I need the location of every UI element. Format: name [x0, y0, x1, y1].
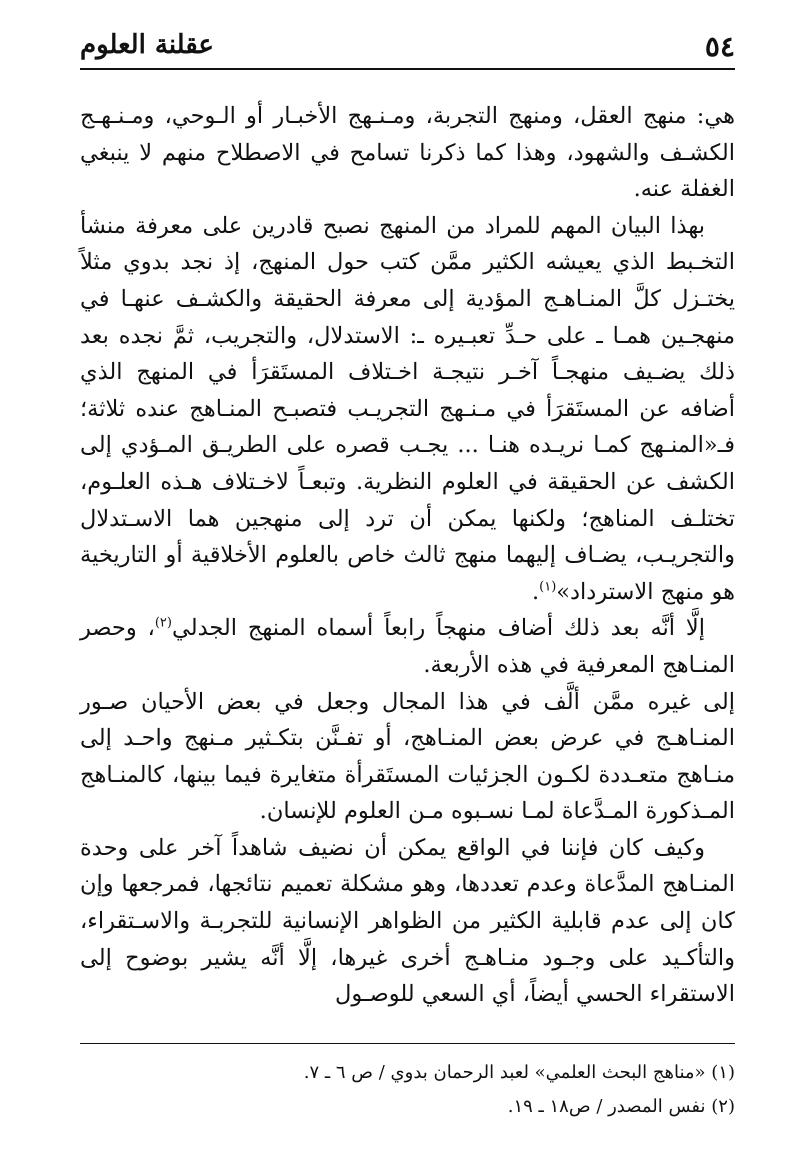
paragraph: وكيف كان فإننا في الواقع يمكن أن نضيف شاهداً آخر على وحدة المنـاهج المدَّعاة وعدم تعددها، وهو مشكلة تعميم نتائجها، فمرجعها وإن كان إلى عدم قابلية الكثير من الظواهر الإنسانية للتجربـة والاسـتقراء، والتأكـيد على وجـود منـاهـج أخرى غيرها، إلَّا أنَّه يشير بوضوح إلى الاستقراء الحسي أيضاً، أي السعي للوصـول	[80, 834, 735, 1008]
body-text	[80, 98, 735, 1013]
footnote: (٢) نفس المصدر / ص١٨ ـ ١٩.	[507, 1096, 735, 1117]
paragraph: بهذا البيان المهم للمراد من المنهج نصبح قادرين على معرفة منشأ التخـبط الذي يعيشه الكثير ممَّن كتب حول المنهج، إذ نجد بدوي مثلاً يختـزل كلَّ المنـاهـج المؤدية إلى معرفة الحقيقة والكشـف عنهـا في منهجـين همـا ـ على حـدِّ تعبـيره ـ: الاستدلال، والتجريب، ثمَّ نجده بعد ذلك يضـيف منهجـاً آخـر نتيجـة اخـتلاف المستَقرَأ في المنهج الذي أضافه عن المستَقرَأ في مـنـهج التجريـب فتصبـح المنـاهج عنده ثلاثة؛ فـ«المنـهج كمـا نريـده هنـا ... يجـب قصره على الطريـق المـؤدي إلى الكشف عن الحقيقة في العلوم النظرية. وتبعـاً لاخـتلاف هـذه العلـوم، تختلـف المناهج؛ ولكنها يمكن أن ترد إلى منهجين هما الاسـتدلال والتجريـب، يضـاف إليهما منهج ثالث خاص بالعلوم الأخلاقية أو التاريخية هو منهج الاسترداد»$^{(١)}$.	[80, 212, 735, 605]
footnote-marker: (٢)	[154, 615, 172, 631]
footnote-divider	[80, 1043, 735, 1044]
running-title: عقلنة العلوم	[80, 30, 214, 60]
paragraph: إلَّا أنَّه بعد ذلك أضاف منهجاً رابعاً أسماه المنهج الجدلي$^{(٢)}$، وحصر المنـاهج المعرفية في هذه الأربعة.	[80, 615, 735, 678]
paragraph: إلى غيره ممَّن ألَّف في هذا المجال وجعل في بعض الأحيان صـور المنـاهـج في عرض بعض المنـاهج، أو تفـنَّن بتكـثير مـنهج واحـد إلى منـاهج متعـددة لكـون الجزئيات المستَقرأة متغايرة فيما بينها، كالمنـاهج المـذكورة المـدَّعاة لمـا نسـبوه مـن العلوم للإنسان.	[80, 688, 735, 825]
paragraph: هي: منهج العقل، ومنهج التجربة، ومـنـهج الأخبـار أو الـوحي، ومـنـهـج الكشـف والشهود، وهذا كما ذكرنا تسامح في الاصطلاح منهم لا ينبغي الغفلة عنه.	[80, 103, 735, 203]
footnotes	[80, 1056, 735, 1124]
page-header	[80, 26, 735, 70]
footnote: (١) «مناهج البحث العلمي» لعبد الرحمان بدوي / ص ٦ ـ ٧.	[303, 1062, 735, 1083]
footnote-marker: (١)	[539, 579, 557, 595]
page-number: ٥٤	[704, 30, 735, 63]
